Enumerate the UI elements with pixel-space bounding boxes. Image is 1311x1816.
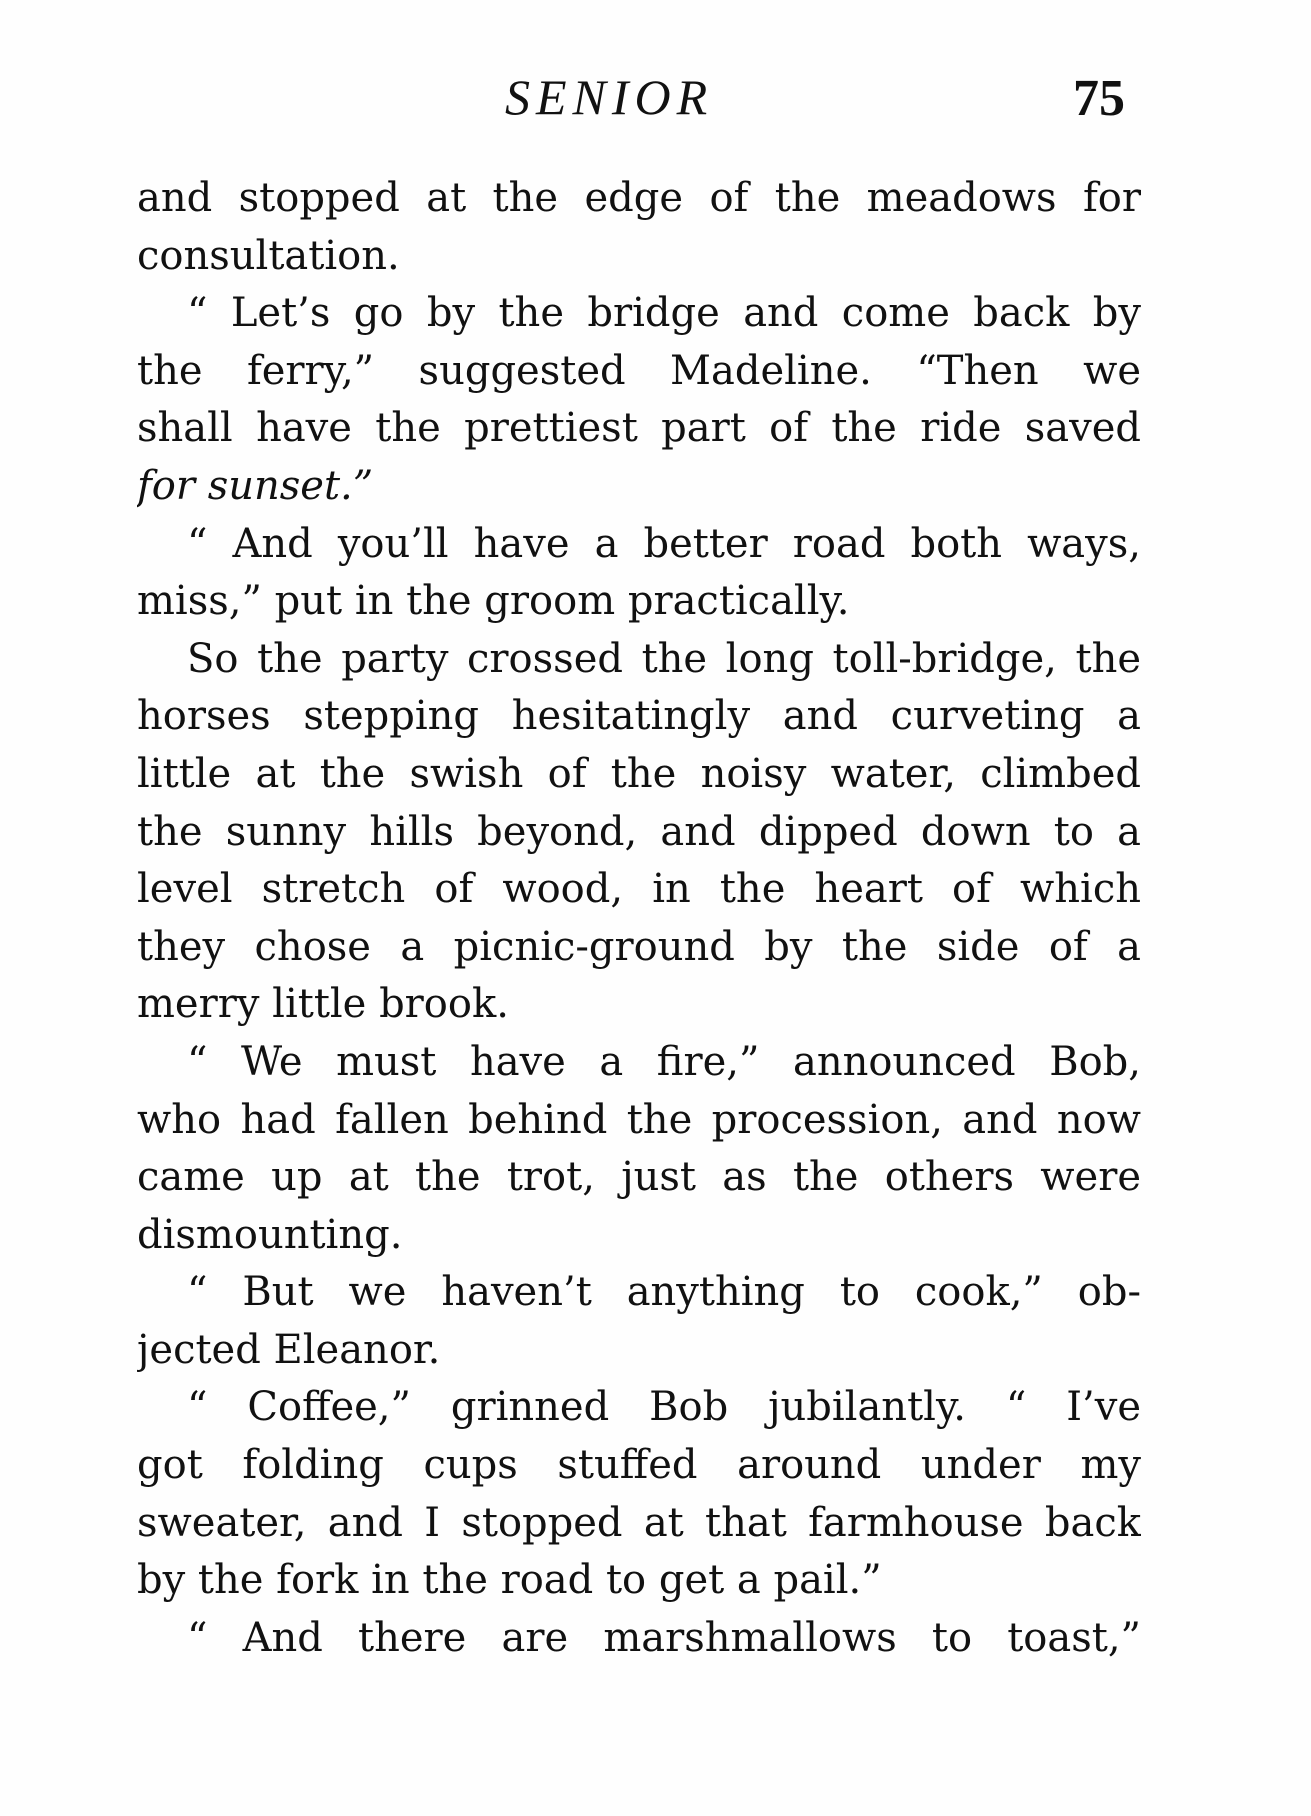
text-line: “ And there are marshmallows to toast,” <box>187 1614 1141 1661</box>
text-line: “ Let’s go by the bridge and come back by <box>187 290 1141 337</box>
text-line: dismounting. <box>137 1211 403 1258</box>
text-line: for sunset.” <box>137 462 374 509</box>
text-line: who had fallen behind the procession, and now <box>137 1096 1141 1143</box>
text-line: consultation. <box>137 232 400 279</box>
text-line: So the party crossed the long toll-bridge, the <box>187 635 1141 682</box>
running-title: SENIOR <box>505 69 714 125</box>
text-line: “ But we haven’t anything to cook,” ob- <box>187 1269 1141 1316</box>
text-line: horses stepping hesitatingly and curveting a <box>137 693 1141 740</box>
text-line: jected Eleanor. <box>137 1326 441 1373</box>
text-line: level stretch of wood, in the heart of which <box>137 866 1141 913</box>
text-line: “ We must have a fire,” announced Bob, <box>187 1038 1141 1085</box>
text-line: got folding cups stuffed around under my <box>137 1442 1141 1489</box>
page-number: 75 <box>1073 70 1125 127</box>
text-line: little at the swish of the noisy water, climbed <box>137 750 1141 797</box>
text-line: the sunny hills beyond, and dipped down to a <box>137 808 1141 855</box>
running-head <box>0 62 1311 132</box>
body-text <box>137 170 1141 1667</box>
text-line: shall have the prettiest part of the ride saved <box>137 405 1141 452</box>
text-line: merry little brook. <box>137 981 509 1028</box>
text-line: sweater, and I stopped at that farmhouse back <box>137 1499 1141 1546</box>
text-line: “ And you’ll have a better road both ways, <box>187 520 1141 567</box>
text-line: by the fork in the road to get a pail.” <box>137 1557 882 1604</box>
text-line: and stopped at the edge of the meadows for <box>137 175 1141 221</box>
text-line: the ferry,” suggested Madeline. “Then we <box>137 347 1141 394</box>
text-line: they chose a picnic-ground by the side of a <box>137 923 1141 970</box>
text-line: “ Coffee,” grinned Bob jubilantly. “ I’ve <box>187 1384 1141 1431</box>
text-line: came up at the trot, just as the others were <box>137 1154 1141 1201</box>
text-line: miss,” put in the groom practically. <box>137 578 850 625</box>
